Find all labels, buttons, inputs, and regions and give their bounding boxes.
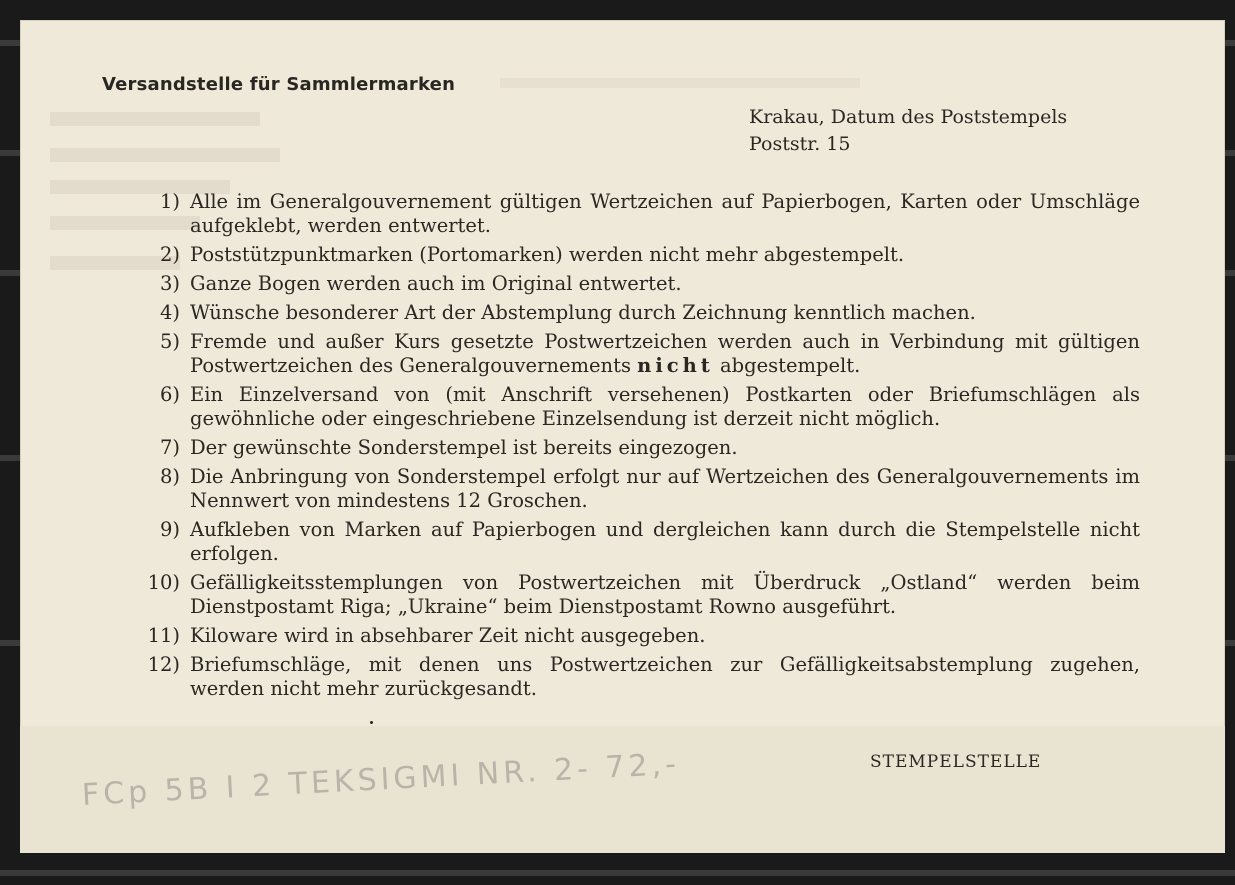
place-date-line: Krakau, Datum des Poststempels xyxy=(749,106,1068,128)
list-item xyxy=(130,571,1140,619)
item-number: 6) xyxy=(159,383,180,406)
item-number: 7) xyxy=(159,436,180,459)
item-number: 4) xyxy=(159,301,180,324)
list-item xyxy=(130,243,1140,267)
notice-list xyxy=(130,190,1140,706)
item-text: Die Anbringung von Sonderstempel erfolgt nur auf Wertzeichen des Generalgouvernements im Nennwert von mindestens 12 Groschen. xyxy=(190,465,1140,512)
item-number: 2) xyxy=(159,243,180,266)
list-item xyxy=(130,653,1140,701)
item-number: 10) xyxy=(147,571,180,594)
street-line: Poststr. 15 xyxy=(749,133,851,155)
list-item xyxy=(130,330,1140,378)
list-item xyxy=(130,383,1140,431)
item-number: 5) xyxy=(159,330,180,353)
item-number: 9) xyxy=(159,518,180,541)
item-text: Wünsche besonderer Art der Abstemplung durch Zeichnung kenntlich machen. xyxy=(190,301,976,324)
item-text xyxy=(190,330,1140,378)
item-text: Alle im Generalgouvernement gültigen Wertzeichen auf Papierbogen, Karten oder Umschläge aufgeklebt, werden entwertet. xyxy=(190,190,1140,237)
list-item xyxy=(130,301,1140,325)
list-item xyxy=(130,518,1140,566)
item-text: Poststützpunktmarken (Portomarken) werden nicht mehr abgestempelt. xyxy=(190,243,905,266)
show-through-mark xyxy=(500,78,860,88)
list-item xyxy=(130,436,1140,460)
show-through-mark xyxy=(50,148,280,162)
list-item xyxy=(130,272,1140,296)
item-text: Ein Einzelversand von (mit Anschrift versehenen) Postkarten oder Briefumschlägen als gewöhnliche oder eingeschriebene Einzelsendung ist derzeit nicht möglich. xyxy=(190,383,1140,430)
place-block xyxy=(749,104,1067,158)
item-text: Gefälligkeitsstemplungen von Postwertzeichen mit Überdruck „Ostland“ werden beim Dienstpostamt Riga; „Ukraine“ beim Dienstpostamt Rowno ausgeführt. xyxy=(190,571,1140,618)
pencil-note: FCp 5B I 2 TEKSIGMI NR. 2- 72,- xyxy=(81,746,681,813)
item-text: Aufkleben von Marken auf Papierbogen und dergleichen kann durch die Stempelstelle nicht erfolgen. xyxy=(190,518,1140,565)
item-text: Kiloware wird in absehbarer Zeit nicht ausgegeben. xyxy=(190,624,706,647)
emphasis-nicht: nicht xyxy=(637,354,714,377)
sender-heading: Versandstelle für Sammlermarken xyxy=(102,74,456,95)
item-number: 8) xyxy=(159,465,180,488)
ink-dot xyxy=(370,721,373,724)
item-number: 1) xyxy=(159,190,180,213)
list-item xyxy=(130,190,1140,238)
item-text: Der gewünschte Sonderstempel ist bereits eingezogen. xyxy=(190,436,738,459)
list-item xyxy=(130,624,1140,648)
item-number: 3) xyxy=(159,272,180,295)
item-number: 12) xyxy=(147,653,180,676)
item-number: 11) xyxy=(147,624,180,647)
item-text-before: Fremde und außer Kurs gesetzte Postwertzeichen werden auch in Verbindung mit gültigen Postwertzeichen des Generalgouvernements xyxy=(190,330,1140,377)
item-text: Briefumschläge, mit denen uns Postwertzeichen zur Gefälligkeitsabstemplung zugehen, werden nicht mehr zurückgesandt. xyxy=(190,653,1140,700)
list-item xyxy=(130,465,1140,513)
item-text: Ganze Bogen werden auch im Original entwertet. xyxy=(190,272,682,295)
item-text-after: abgestempelt. xyxy=(720,354,861,377)
postcard xyxy=(20,20,1225,853)
office-signature: STEMPELSTELLE xyxy=(870,752,1042,772)
show-through-mark xyxy=(50,112,260,126)
